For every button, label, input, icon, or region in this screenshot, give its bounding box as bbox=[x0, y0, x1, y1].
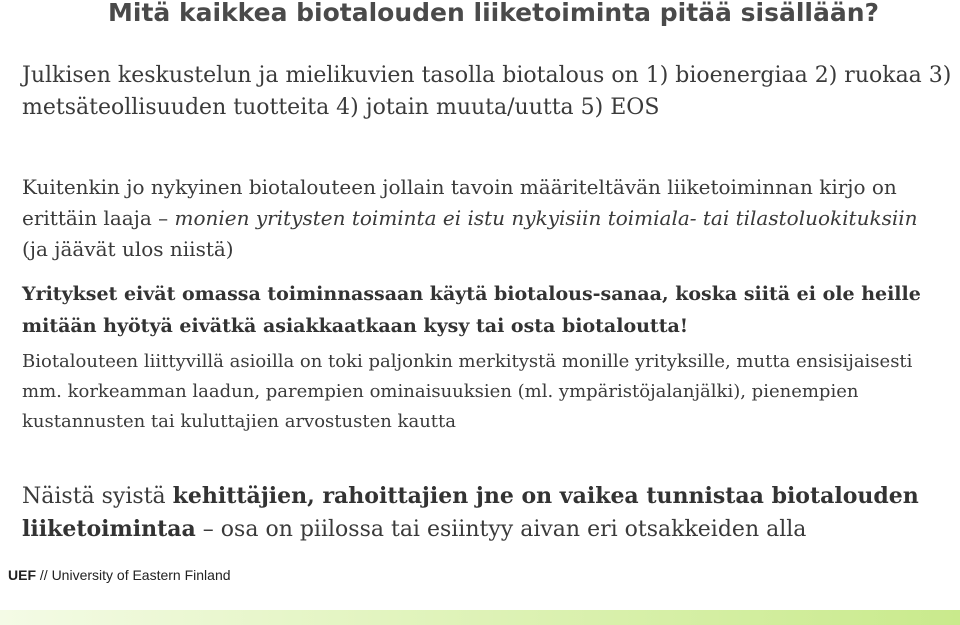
slide-title: Mitä kaikkea biotalouden liiketoiminta pitää sisällään? bbox=[108, 0, 879, 27]
footer-separator: // bbox=[36, 567, 52, 583]
paragraph-business-range-tail: (ja jäävät ulos niistä) bbox=[22, 237, 234, 261]
paragraph-public-discussion: Julkisen keskustelun ja mielikuvien tasolla biotalous on 1) bioenergiaa 2) ruokaa 3) metsäteollisuuden tuotteita 4) jotain muuta/uutta 5) EOS bbox=[22, 63, 952, 120]
paragraph-business-range bbox=[22, 172, 942, 265]
footer-org: UEF bbox=[8, 567, 36, 583]
paragraph-conclusion-lead: Näistä syistä bbox=[22, 484, 173, 509]
paragraph-significance: Biotalouteen liittyvillä asioilla on toki paljonkin merkitystä monille yrityksille, mutta ensisijaisesti mm. korkeamman laadun, parempien ominaisuuksien (ml. ympäristöjalanjälki), pienempien kustannusten tai kuluttajien arvostusten kautta bbox=[22, 351, 913, 432]
paragraph-business-range-italic: monien yritysten toiminta ei istu nykyisiin toimiala- tai tilastoluokituksiin bbox=[174, 206, 918, 230]
footer-green-bar bbox=[0, 610, 960, 625]
paragraph-conclusion-bold: kehittäjien, rahoittajien jne on vaikea tunnistaa biotalouden liiketoimintaa bbox=[22, 483, 919, 542]
paragraph-business-range-lead: Kuitenkin jo nykyinen biotalouteen jollain tavoin määriteltävän liiketoiminnan kirjo on erittäin laaja – bbox=[22, 175, 897, 230]
footer bbox=[8, 567, 231, 583]
paragraph-conclusion-tail: – osa on piilossa tai esiintyy aivan eri otsakkeiden alla bbox=[195, 517, 807, 542]
footer-university-name: University of Eastern Finland bbox=[51, 567, 231, 583]
paragraph-conclusion bbox=[22, 480, 942, 546]
paragraph-companies-bold: Yritykset eivät omassa toiminnassaan käytä biotalous-sanaa, koska siitä ei ole heille mitään hyötyä eivätkä asiakkaatkaan kysy tai osta biotaloutta! bbox=[22, 283, 921, 337]
